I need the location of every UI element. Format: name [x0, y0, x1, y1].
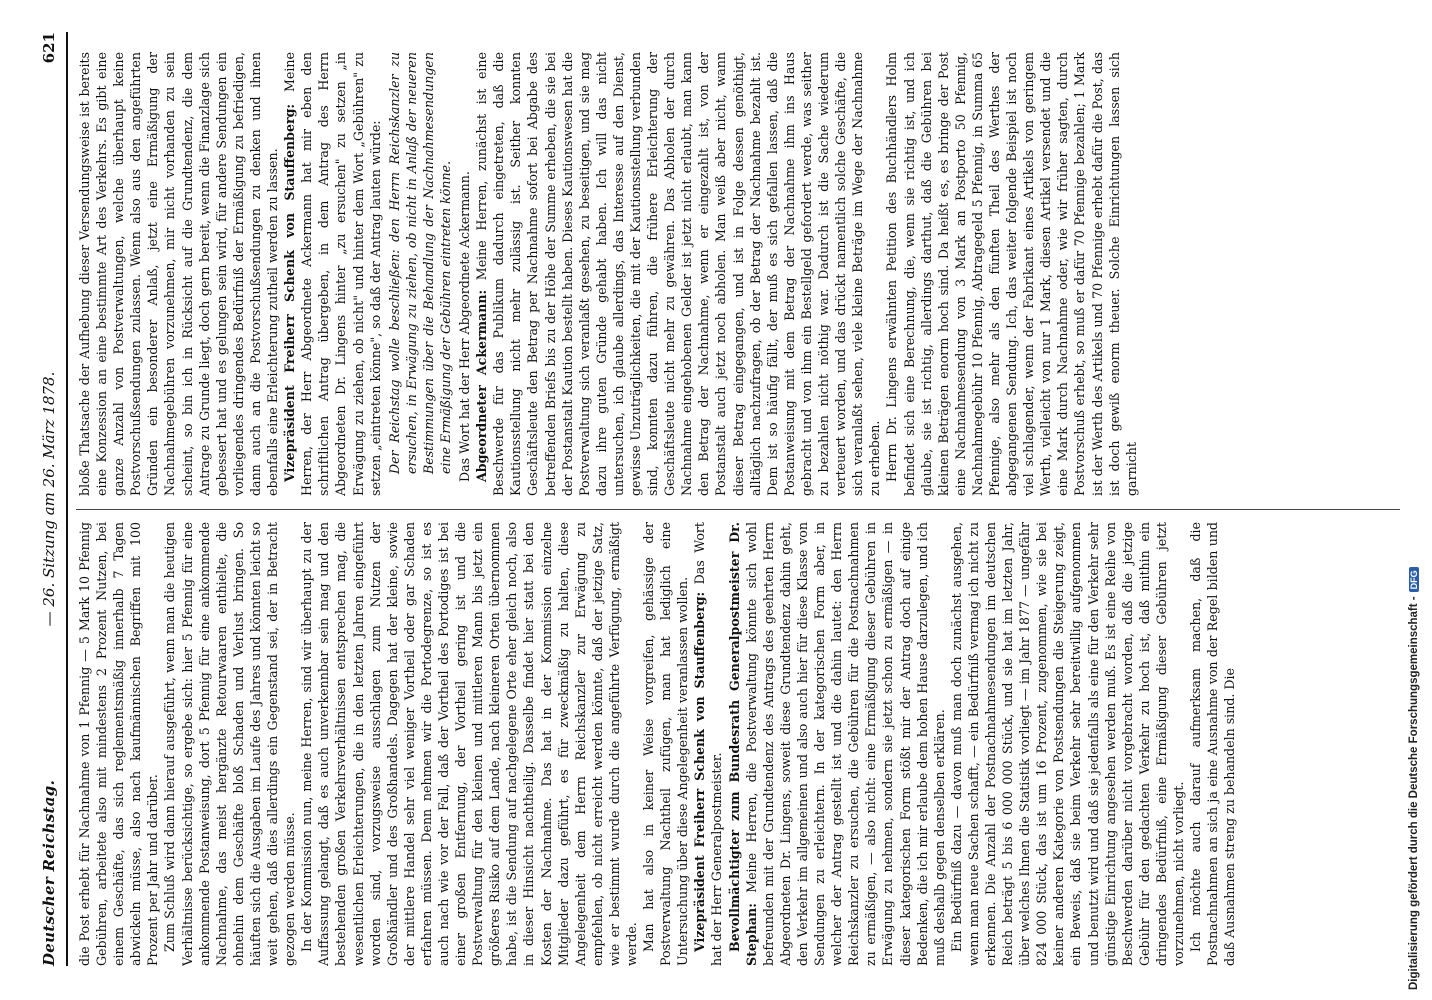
digitization-credit: [1408, 10, 1420, 990]
paragraph: Zum Schluß wird dann hierauf ausgeführt, wenn man die heutigen Verhältnisse berücksichtige, so ergebe sich: hier 5 Pfennig für eine ankommende Postanweisung, dort 5 Pfennig für eine ankommende Nachnahme, das meist hergänzte Retourwaaren enthielte, die ohnehin dem Geschäfte bloß Schaden und Verlust bringen. So häuften sich die Ausgaben im Laufe des Jahres und könnten leicht so weit gehen, daß dies allerdings ein Gegenstand sei, der in Betracht gezogen werden müsse.: [162, 522, 298, 966]
paragraph: Herrn Dr. Lingens erwähnten Petition des Buchhändlers Holm befindet sich eine Berechnung, die, wenn sie richtig ist, und ich glaube, sie ist richtig, allerdings darthut, daß die Gebühren bei kleinen Beträgen enorm hoch sind. Da heißt es, es bringe der Post eine Nachnahmesendung von 3 Mark an Postporto 50 Pfennig, Nachnahmegebühr 10 Pfennig, Abtragegeld 5 Pfennig, in Summa 65 Pfennige, also mehr als den fünften Theil des Werthes der abgegangenen Sendung. Ich, das weiter folgende Beispiel ist noch viel schlagender, wenn der Fabrikant eines Artikels von geringem Werth, vielleicht von nur 1 Mark, diesen Artikel versendet und die eine Mark durch Nachnahme oder, wie wir früher sagten, durch Postvorschuß erhebt, so muß er dafür 70 Pfennige bezahlen; 1 Mark ist der Werth des Artikels und 70 Pfennige erhebt dafür die Post, das ist doch gewiß enorm theuer. Solche Einrichtungen lassen sich garnicht: [884, 52, 1139, 496]
speech-paragraph: [281, 52, 384, 496]
rotated-newspaper-page: [2, 2, 1420, 996]
text-column-right: [76, 52, 1400, 496]
column-divider: [76, 509, 1400, 510]
session-date-line: — 26. Sitzung am 26. März 1878.: [40, 371, 58, 627]
page-header: [40, 32, 68, 966]
speech-text: Meine Herren, der Herr Abgeordnete Ackermann hat mir eben den schriftlichen Antrag übergeben, in dem Antrag des Herrn Abgeordneten Dr. Lingens hinter „zu ersuchen" zu setzen „in Erwägung zu ziehen, ob nicht" und hinter dem Wort „Gebühren" zu setzen „eintreten könne", so daß der Antrag lauten würde:: [282, 52, 383, 496]
text-column-left: [76, 522, 1400, 966]
speaker-name: Bevollmächtigter zum Bundesrath Generalpostmeister Dr. Stephan:: [726, 522, 759, 966]
running-title: Deutscher Reichstag.: [40, 779, 58, 966]
motion-text: Der Reichstag wolle beschließen: den Herrn Reichskanzler zu ersuchen, in Erwägung zu ziehen, ob nicht in Anlaß der neueren Bestimmungen über die Behandlung der Nachnahmesendungen eine Ermäßigung der Gebühren eintreten könne.: [386, 52, 453, 474]
paragraph: Man hat also in keiner Weise vorgreifen, gehässige der Postverwaltung Nachtheil zufügen, man hat lediglich eine Untersuchung über diese Angelegenheit veranlassen wollen.: [641, 522, 691, 966]
paragraph: die Post erhebt für Nachnahme von 1 Pfennig — 5 Mark 10 Pfennig Gebühren, arbeitete also mit mindestens 2 Prozent Nutzen, bei einem Geschäfte, das sich reglementsmäßig innerhalb 7 Tagen abwickeln müsse, also nach kaufmännischen Begriffen mit 100 Prozent per Jahr und darüber.: [77, 522, 161, 966]
paragraph: Das Wort hat der Herr Abgeordnete Ackermann.: [457, 171, 473, 482]
credit-text: Digitalisierung gefördert durch die Deutsche Forschungsgemeinschaft -: [1408, 596, 1420, 990]
speaker-name: Vizepräsident Freiherr Schenk von Stauffenberg:: [282, 103, 298, 482]
paragraph: In der Kommission nun, meine Herren, sind wir überhaupt zu der Auffassung gelangt, daß es auch unverkennbar sein mag und den bestehenden großen Verkehrsverhältnissen entsprechen mag, die wesentlichen Erleichterungen, die in den letzten Jahren eingeführt worden sind, vorzugsweise ausschlagen zum Nutzen der Großhändler und des Großhandels. Dagegen hat der kleine, sowie der mittlere Handel sehr viel weniger Vortheil oder gar Schaden erfahren müssen. Denn nehmen wir die Portodegrenze, so ist es auch nach wie vor der Fall, daß der Vortheil des Portodiges ist bei einer großen Entfernung, der Vortheil gering ist und die Postverwaltung für den kleinen und mittleren Mann bis jetzt ein größeres Risiko auf dem Lande, nach kleineren Orten übernommen habe, ist die Sendung auf nachgelegene Orte eher gleich noch, also in dieser Hinsicht nachtheilig. Dasselbe findet hier statt bei den Kosten der Nachnahme. Das hat in der Kommission einzelne Mitglieder dazu geführt, es für zweckmäßig zu halten, diese Angelegenheit dem Herrn Reichskanzler zur Erwägung zu empfehlen, ob nicht erreicht werden könnte, daß der jetzige Satz, wie er bestimmt wurde durch die angeführte Verfügung, ermäßigt werde.: [299, 522, 639, 966]
page-number: 621: [40, 32, 58, 64]
dfg-logo: DFG: [1409, 567, 1419, 592]
paragraph: Ein Bedürfniß dazu — davon muß man doch zunächst ausgehen, wenn man neue Sachen schafft, — ein Bedürfniß vermag ich nicht zu erkennen. Die Anzahl der Postnachnahmesendungen im deutschen Reich beträgt 5 bis 6 000 000 Stück, und sie hat im letzten Jahr, über welches Ihnen die Statistik vorliegt — im Jahr 1877 — ungefähr 824 000 Stück, das ist um 16 Prozent, zugenommen, wie sie bei keiner anderen Kategorie von Postsendungen die Steigerung zeigt, ein Beweis, daß sie beim Verkehr sehr bereitwillig aufgenommen und benutzt wird und daß sie jedenfalls als eine für den Verkehr sehr günstige Einrichtung angesehen werden muß. Es ist eine Reihe von Beschwerden darüber nicht vorgebracht worden, daß die jetzige Gebühr für den gedachten Verkehr zu hoch ist, daß mithin ein dringendes Bedürfniß, eine Ermäßigung dieser Gebühren jetzt vorzunehmen, nicht vorliegt.: [948, 522, 1186, 966]
speech-text: Meine Herren, die Postverwaltung könnte sich wohl befreunden mit der Grundtendenz des Antrags des geehrten Herrn Abgeordneten Dr. Lingens, soweit diese Grundtendenz dahin geht, den Verkehr im allgemeinen und also auch hier für diese Klasse von Sendungen zu erleichtern. In der kategorischen Form aber, in welcher der Antrag gestellt ist und die dahin lautet: den Herrn Reichskanzler zu ersuchen, die Gebühren für die Postnachnahmen zu ermäßigen, — also nicht: eine Ermäßigung dieser Gebühren in Erwägung zu nehmen, sondern sie jetzt schon zu ermäßigen — in dieser kategorischen Form stößt mir der Antrag doch auf einige Bedenken, die ich mir erlaube dem hohen Hause darzulegen, und ich muß deshalb gegen denselben erklären.: [743, 522, 947, 966]
speech-paragraph: [691, 522, 725, 966]
paragraph: bloße Thatsache der Aufhebung dieser Versendungsweise ist bereits eine Konzession an eine bestimmte Art des Verkehrs. Es gibt eine ganze Anzahl von Postverwaltungen, welche überhaupt keine Postvorschußsendungen zulassen. Wenn also aus den angeführten Gründen ein besonderer Anlaß, jetzt eine Ermäßigung der Nachnahmegebühren vorzunehmen, mir nicht vorhanden zu sein scheint, so bin ich in Rücksicht auf die Grundtendenz, die dem Antrage zu Grunde liegt, doch gern bereit, wenn die Finanzlage sich gebessert hat und es gelungen sein wird, für andere Sendungen ein vorliegendes dringendes Bedürfniß der Ermäßigung zu befriedigen, dann auch an die Postvorschußsendungen zu denken und ihnen ebenfalls eine Erleichterung zutheil werden zu lassen.: [77, 52, 281, 496]
speech-paragraph: [473, 52, 883, 496]
speech-text: Meine Herren, zunächst ist eine Beschwerde für das Publikum dadurch eingetreten, daß die Kautionsstellung nicht mehr zulässig ist. Seither konnten Geschäftsleute den Betrag per Nachnahme sofort bei Abgabe des betreffenden Briefs bis zu der Höhe der Summe erheben, die sie bei der Postanstalt Kaution bestellt haben. Dieses Kautionswesen hat die Postverwaltung sich veranlaßt gesehen, zu beseitigen, und sie mag dazu ihre guten Gründe gehabt haben. Ich will das nicht untersuchen, ich glaube allerdings, das Interesse auf den Dienst, gewisse Unzuträglichkeiten, die mit der Kautionsstellung verbunden sind, konnten dazu führen, die frühere Erleichterung der Geschäftsleute nicht mehr zu gewähren. Das Abholen der durch Nachnahme eingehobenen Gelder ist jetzt nicht erlaubt, man kann den Betrag der Nachnahme, wenn er eingezahlt ist, von der Postanstalt auch jetzt noch abholen. Man weiß aber nicht, wann dieser Betrag eingegangen, und ist in Folge dessen genöthigt, alltäglich nachzufragen, ob der Betrag der Nachnahme bezahlt ist. Dem ist so häufig fällt, der muß es sich gefallen lassen, daß die Postanweisung mit dem Betrag der Nachnahme ihm ins Haus gebracht und von ihm ein Bestellgeld gefordert werde, was seither zu bezahlen nicht nöthig war. Dadurch ist die Sache wiederum verteuert worden, und das drückt namentlich solche Geschäfte, die sich veranlaßt sehen, viele kleine Beträge im Wege der Nachnahme zu erheben.: [474, 52, 883, 496]
speech-text: Das Wort hat der Herr Generalpostmeister.: [692, 522, 725, 966]
paragraph: Ich möchte auch darauf aufmerksam machen, daß die Postnachnahmen an sich ja eine Ausnahme von der Regel bilden und daß Ausnahmen streng zu behandeln sind. Die: [1188, 522, 1238, 966]
speaker-name: Vizepräsident Freiherr Schenk von Stauffenberg:: [692, 591, 708, 952]
speech-paragraph: [726, 522, 948, 966]
speaker-name: Abgeordneter Ackermann:: [474, 289, 490, 482]
